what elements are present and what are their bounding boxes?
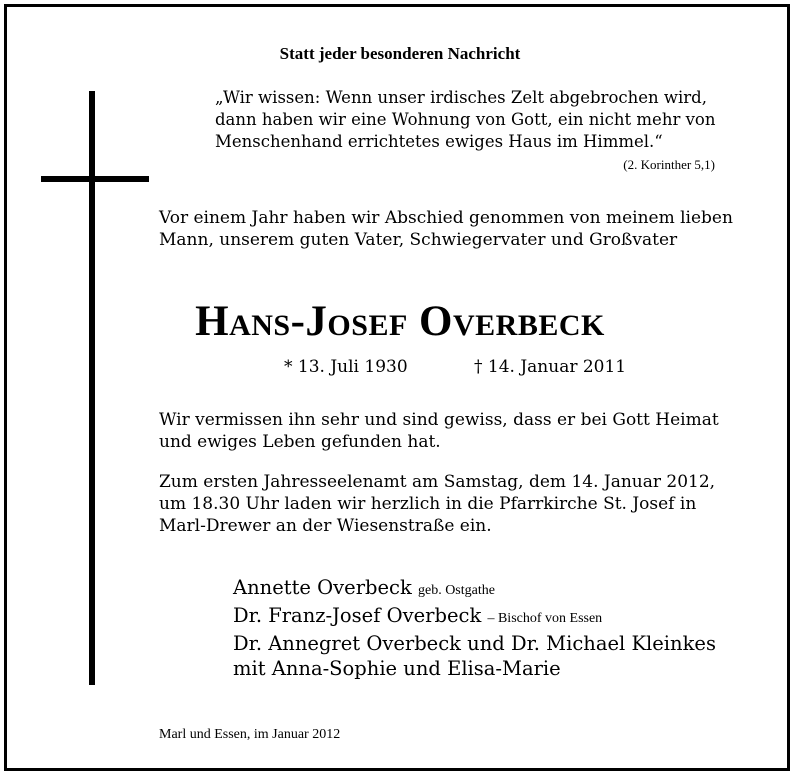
obituary-notice	[4, 4, 790, 771]
mourner-name: Dr. Franz-Josef Overbeck	[233, 604, 482, 627]
notice-header: Statt jeder besonderen Nachricht	[279, 44, 521, 63]
mourner-note: geb. Ostgathe	[417, 583, 495, 598]
cross-horizontal-bar	[41, 176, 149, 182]
quote-line: Menschenhand errichtetes ewiges Haus im Himmel.“	[215, 132, 663, 151]
remembrance-text	[159, 409, 769, 453]
mourners-list	[233, 575, 716, 681]
place-and-date: Marl und Essen, im Januar 2012	[159, 727, 341, 742]
mourner-name: Annette Overbeck	[233, 576, 412, 599]
mourner-line: Dr. Annegret Overbeck und Dr. Michael Kleinkes	[233, 632, 716, 655]
quote-reference: (2. Korinther 5,1)	[623, 157, 715, 172]
deceased-name: Hans-Josef Overbeck	[195, 298, 605, 345]
invitation-line: Marl-Drewer an der Wiesenstraße ein.	[159, 516, 492, 536]
birth-date: * 13. Juli 1930	[284, 357, 408, 377]
invitation-line: um 18.30 Uhr laden wir herzlich in die Pfarrkirche St. Josef in	[159, 494, 697, 514]
mourner-line	[233, 575, 716, 603]
intro-text	[159, 207, 769, 251]
invitation-line: Zum ersten Jahresseelenamt am Samstag, dem 14. Januar 2012,	[159, 472, 716, 492]
mourner-note: – Bischof von Essen	[487, 611, 603, 626]
intro-line: Mann, unserem guten Vater, Schwiegervater und Großvater	[159, 230, 678, 250]
mass-invitation-text	[159, 471, 769, 537]
mourner-line	[233, 603, 716, 631]
intro-line: Vor einem Jahr haben wir Abschied genommen von meinem lieben	[159, 208, 733, 228]
mourner-line: mit Anna-Sophie und Elisa-Marie	[233, 657, 561, 680]
death-date: † 14. Januar 2011	[474, 357, 627, 377]
remembrance-line: Wir vermissen ihn sehr und sind gewiss, dass er bei Gott Heimat	[159, 410, 719, 430]
remembrance-line: und ewiges Leben gefunden hat.	[159, 432, 441, 452]
quote-line: „Wir wissen: Wenn unser irdisches Zelt abgebrochen wird,	[215, 88, 707, 107]
bible-quote	[215, 87, 725, 153]
quote-line: dann haben wir eine Wohnung von Gott, ein nicht mehr von	[215, 110, 716, 129]
